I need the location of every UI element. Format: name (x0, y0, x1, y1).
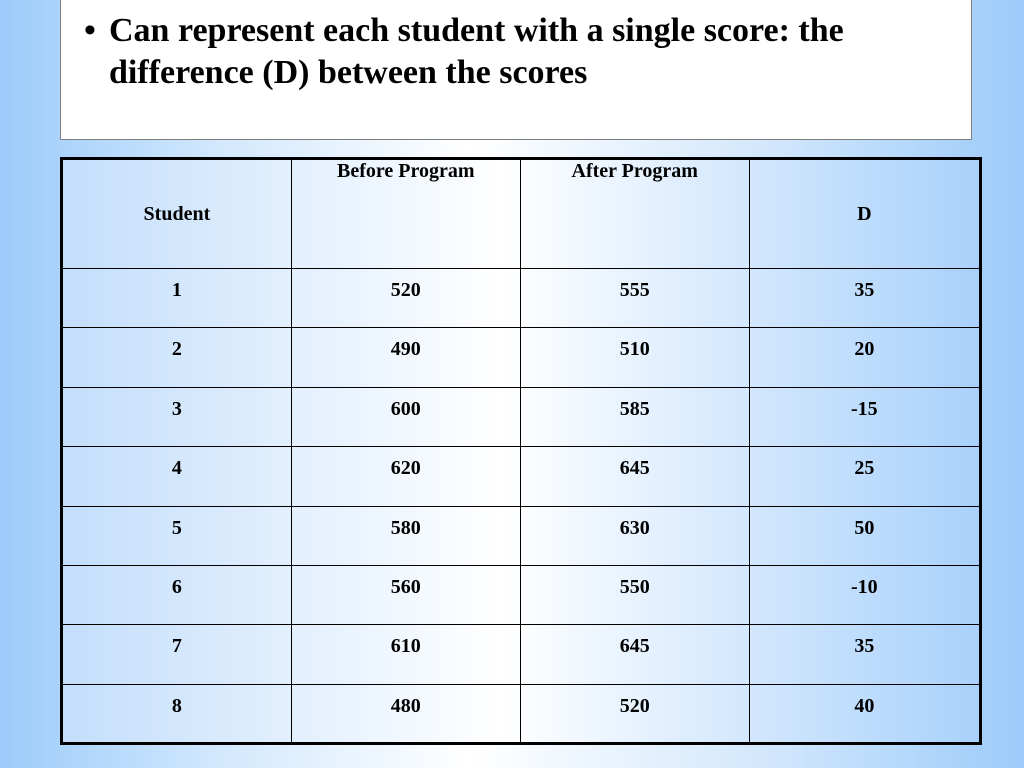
table-row (62, 447, 981, 506)
cell-student: 8 (62, 684, 292, 743)
cell-after: 555 (520, 269, 749, 328)
bullet-item (71, 10, 951, 94)
cell-d: 40 (749, 684, 980, 743)
table-row (62, 684, 981, 743)
cell-d: -15 (749, 387, 980, 446)
cell-after: 630 (520, 506, 749, 565)
table-row (62, 565, 981, 624)
cell-d: 20 (749, 328, 980, 387)
cell-student: 3 (62, 387, 292, 446)
cell-after: 520 (520, 684, 749, 743)
header-row (62, 159, 981, 269)
cell-student: 1 (62, 269, 292, 328)
cell-after: 550 (520, 565, 749, 624)
cell-before: 490 (291, 328, 520, 387)
cell-after: 585 (520, 387, 749, 446)
table-row (62, 506, 981, 565)
table-row (62, 328, 981, 387)
cell-d: 50 (749, 506, 980, 565)
cell-d: -10 (749, 565, 980, 624)
cell-before: 520 (291, 269, 520, 328)
cell-after: 510 (520, 328, 749, 387)
cell-student: 7 (62, 625, 292, 684)
cell-d: 25 (749, 447, 980, 506)
cell-student: 2 (62, 328, 292, 387)
cell-after: 645 (520, 447, 749, 506)
cell-before: 580 (291, 506, 520, 565)
cell-student: 6 (62, 565, 292, 624)
cell-d: 35 (749, 625, 980, 684)
header-before-program: Before Program (291, 159, 520, 269)
header-after-program: After Program (520, 159, 749, 269)
cell-before: 620 (291, 447, 520, 506)
cell-student: 5 (62, 506, 292, 565)
cell-before: 480 (291, 684, 520, 743)
header-d: D (749, 159, 980, 269)
table-row (62, 269, 981, 328)
table-row (62, 387, 981, 446)
header-student: Student (62, 159, 292, 269)
bullet-symbol: • (84, 12, 96, 49)
cell-before: 600 (291, 387, 520, 446)
cell-before: 560 (291, 565, 520, 624)
cell-after: 645 (520, 625, 749, 684)
bullet-text: Can represent each student with a single score: the difference (D) between the scores (109, 12, 844, 91)
cell-d: 35 (749, 269, 980, 328)
text-box (60, 0, 972, 140)
cell-before: 610 (291, 625, 520, 684)
cell-student: 4 (62, 447, 292, 506)
data-table (60, 157, 982, 745)
table-row (62, 625, 981, 684)
